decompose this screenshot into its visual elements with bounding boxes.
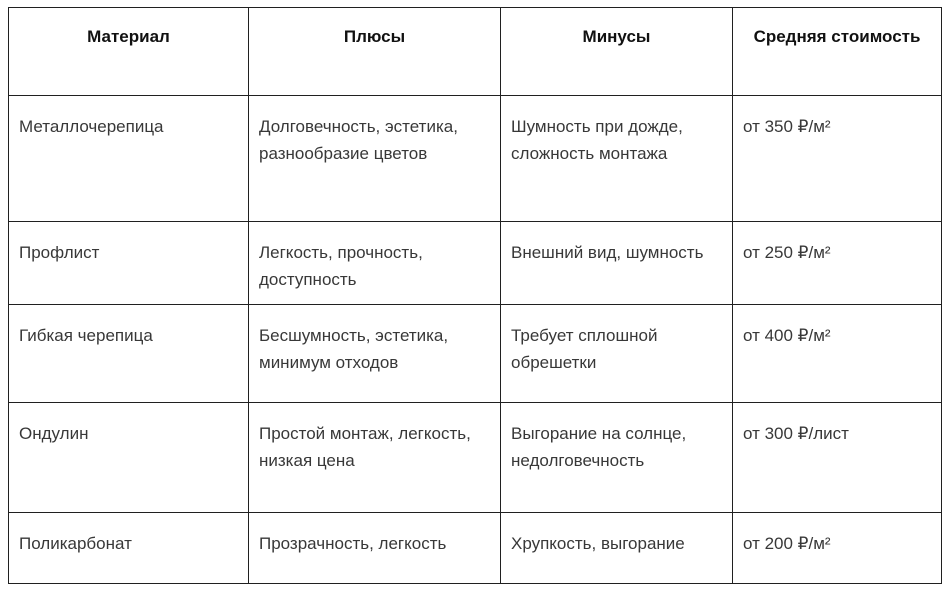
header-cons: Минусы [501,8,733,96]
roofing-materials-table [8,7,942,584]
table-header [9,8,942,96]
table-header-row [9,8,942,96]
cell-pros: Легкость, прочность, доступность [249,222,501,305]
cell-cost: от 250 ₽/м² [733,222,942,305]
cell-cost: от 350 ₽/м² [733,96,942,222]
table-row [9,96,942,222]
cell-material: Ондулин [9,403,249,513]
cell-pros: Долговечность, эстетика, разнообразие цветов [249,96,501,222]
table-row [9,513,942,584]
cell-material: Поликарбонат [9,513,249,584]
header-pros: Плюсы [249,8,501,96]
header-average-cost: Средняя стоимость [733,8,942,96]
cell-pros: Прозрачность, легкость [249,513,501,584]
cell-pros: Бесшумность, эстетика, минимум отходов [249,305,501,403]
cell-cons: Требует сплошной обрешетки [501,305,733,403]
cell-cost: от 200 ₽/м² [733,513,942,584]
table-row [9,305,942,403]
cell-cons: Выгорание на солнце, недолговечность [501,403,733,513]
cell-cons: Хрупкость, выгорание [501,513,733,584]
cell-pros: Простой монтаж, легкость, низкая цена [249,403,501,513]
table-row [9,403,942,513]
cell-cost: от 400 ₽/м² [733,305,942,403]
cell-cons: Шумность при дожде, сложность монтажа [501,96,733,222]
cell-cons: Внешний вид, шумность [501,222,733,305]
cell-cost: от 300 ₽/лист [733,403,942,513]
header-material: Материал [9,8,249,96]
cell-material: Гибкая черепица [9,305,249,403]
cell-material: Металлочерепица [9,96,249,222]
cell-material: Профлист [9,222,249,305]
table-row [9,222,942,305]
table-body [9,96,942,584]
